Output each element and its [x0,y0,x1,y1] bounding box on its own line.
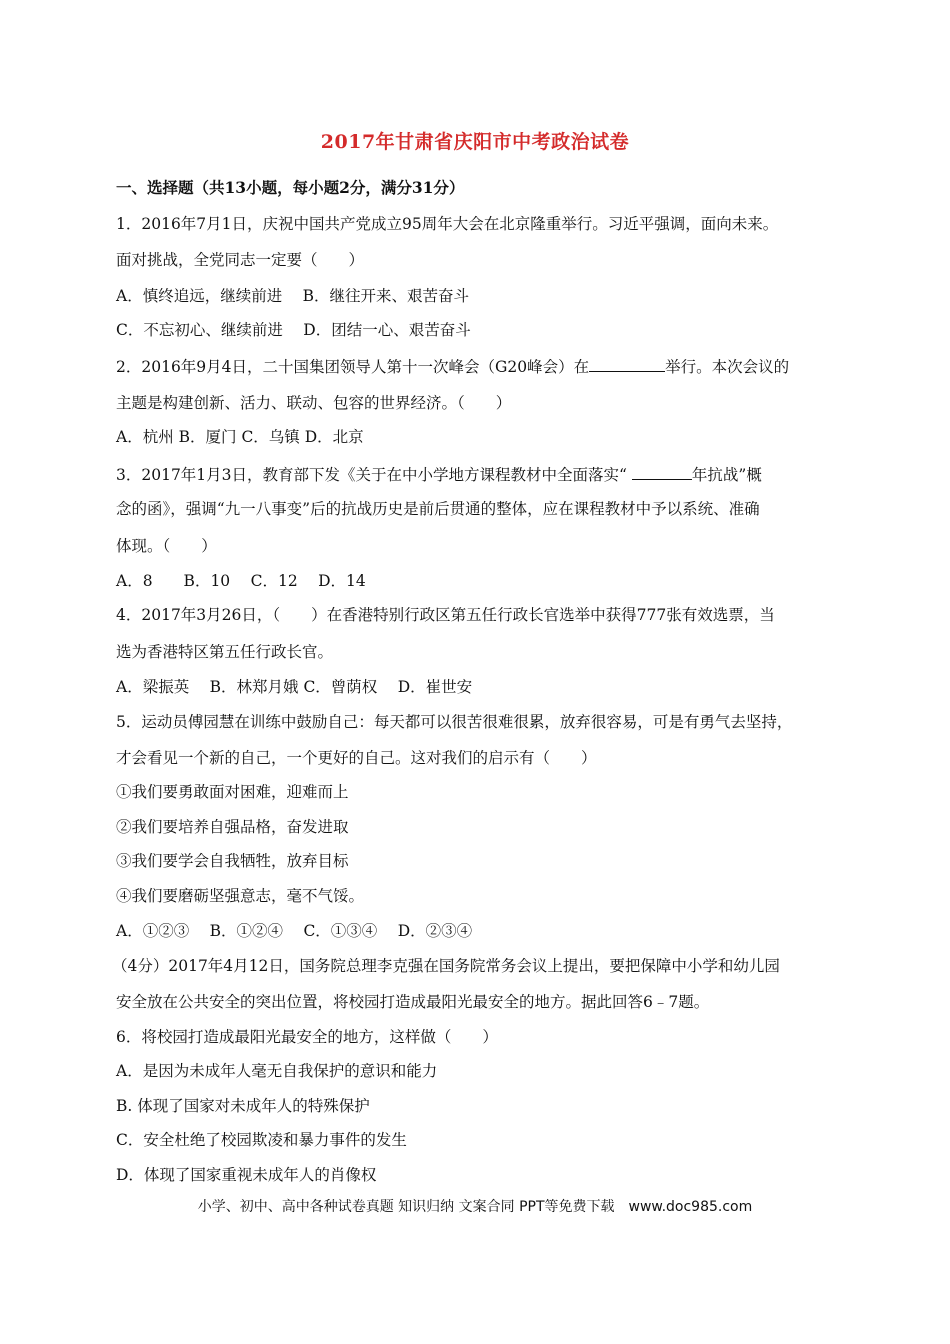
section-heading: 一、选择题（共13小题，每小题2分，满分31分） [116,178,465,197]
question-1-line-1: 1．2016年7月1日，庆祝中国共产党成立95周年大会在北京隆重举行。习近平强调，面向未来。 [116,215,779,233]
question-6-option-a: A．是因为未成年人毫无自我保护的意识和能力 [116,1062,438,1080]
question-5-statement-2: ②我们要培养自强品格，奋发进取 [116,818,349,836]
question-5-line-2: 才会看见一个新的自己，一个更好的自己。这对我们的启示有（ ） [116,749,597,767]
question-5-statement-1: ①我们要勇敢面对困难，迎难而上 [116,783,349,801]
question-3-line-3: 体现。（ ） [116,537,217,555]
page-footer: 小学、初中、高中各种试卷真题 知识归纳 文案合同 PPT等免费下载 www.doc985.com [197,1199,753,1215]
question-4-options: A．梁振英 B．林郑月娥 C．曾荫权 D．崔世安 [116,678,473,696]
question-1-options-cd: C．不忘初心、继续前进 D．团结一心、艰苦奋斗 [116,321,471,339]
question-1-line-2: 面对挑战，全党同志一定要（ ） [116,251,365,269]
passage-line-1: （4分）2017年4月12日，国务院总理李克强在国务院常务会议上提出，要把保障中小学和幼儿园 [112,957,780,975]
question-3-text-a: 3．2017年1月3日，教育部下发《关于在中小学地方课程教材中全面落实“ [116,466,632,484]
question-6-option-d: D．体现了国家重视未成年人的肖像权 [116,1166,377,1184]
question-6-option-b: B. 体现了国家对未成年人的特殊保护 [116,1097,370,1115]
question-2-text-b: 举行。本次会议的 [665,358,790,376]
question-2-options: A．杭州 B．厦门 C．乌镇 D．北京 [116,428,364,446]
answer-blank [589,355,665,372]
question-5-statement-4: ④我们要磨砺坚强意志，毫不气馁。 [116,887,365,905]
question-5-statement-3: ③我们要学会自我牺牲，放弃目标 [116,852,349,870]
question-4-line-1: 4．2017年3月26日，（ ）在香港特别行政区第五任行政长官选举中获得777张有效选票，当 [116,606,775,624]
page-title: 2017年甘肃省庆阳市中考政治试卷 [320,131,630,153]
question-3-text-b: 年抗战”概 [691,466,762,484]
question-3-line-1 [116,463,762,485]
question-6-stem: 6．将校园打造成最阳光最安全的地方，这样做（ ） [116,1028,498,1046]
question-2-text-a: 2．2016年9月4日，二十国集团领导人第十一次峰会（G20峰会）在 [116,358,590,376]
question-2-line-2: 主题是构建创新、活力、联动、包容的世界经济。（ ） [116,394,512,412]
question-3-options: A．8 B．10 C．12 D．14 [116,572,366,590]
answer-blank [632,463,692,480]
question-2-line-1 [116,355,789,377]
passage-line-2: 安全放在公共安全的突出位置，将校园打造成最阳光最安全的地方。据此回答6﹣7题。 [116,993,710,1011]
question-1-options-ab: A．慎终追远，继续前进 B．继往开来、艰苦奋斗 [116,287,470,305]
question-3-line-2: 念的函》，强调“九一八事变”后的抗战历史是前后贯通的整体，应在课程教材中予以系统、准确 [116,500,760,518]
question-5-options: A．①②③ B．①②④ C．①③④ D．②③④ [116,922,473,940]
question-4-line-2: 选为香港特区第五任行政长官。 [116,643,334,661]
question-5-line-1: 5．运动员傅园慧在训练中鼓励自己：每天都可以很苦很难很累，放弃很容易，可是有勇气去坚持， [116,713,793,731]
question-6-option-c: C．安全杜绝了校园欺凌和暴力事件的发生 [116,1131,407,1149]
